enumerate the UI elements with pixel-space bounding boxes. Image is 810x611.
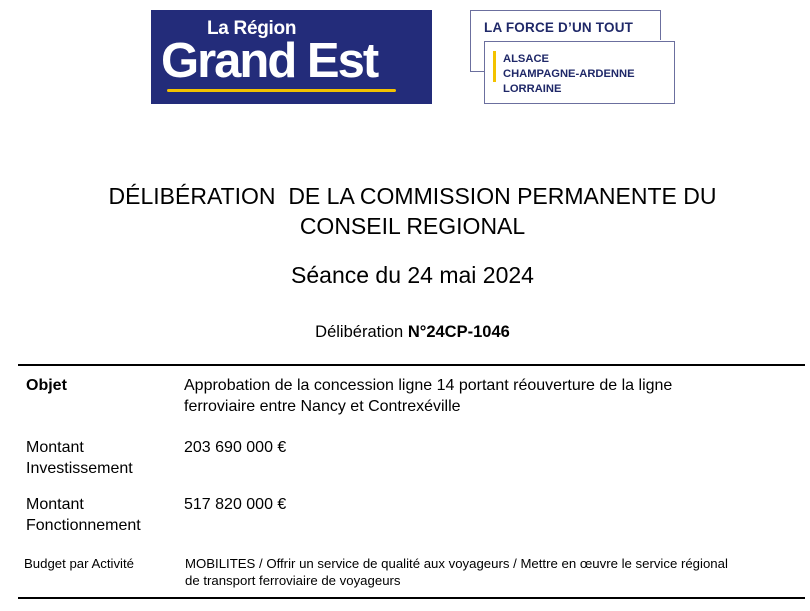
- logo-underline: [167, 89, 396, 92]
- row-value-montant-fonctionnement: 517 820 000 €: [184, 496, 287, 513]
- deliberation-prefix: Délibération: [315, 323, 408, 341]
- logo-force-region-lorraine: LORRAINE: [503, 83, 562, 95]
- row-label-montant-fonctionnement-line1: Montant: [26, 496, 84, 513]
- row-value-budget-par-activite: [185, 555, 805, 589]
- logo-force-regions: [503, 52, 635, 97]
- row-label-objet: Objet: [26, 377, 67, 394]
- deliberation-number: N°24CP-1046: [407, 323, 510, 341]
- region-grand-est-logo: [151, 10, 432, 104]
- table-top-rule: [18, 364, 805, 366]
- row-label-montant-investissement-line1: Montant: [26, 439, 84, 456]
- row-label-budget-par-activite: Budget par Activité: [24, 556, 134, 571]
- session-date: Séance du 24 mai 2024: [291, 262, 534, 288]
- logo-force-region-alsace: ALSACE: [503, 53, 549, 65]
- row-value-budget-line1: MOBILITES / Offrir un service de qualité aux voyageurs / Mettre en œuvre le service régional: [185, 556, 728, 571]
- logo-force-accent-bar: [493, 51, 496, 82]
- logo-force-title: LA FORCE D’UN TOUT: [484, 20, 634, 35]
- row-label-montant-investissement: [26, 437, 176, 479]
- force-dun-tout-logo: [470, 10, 676, 106]
- logo-region-line2: Grand Est: [161, 34, 378, 88]
- row-label-montant-investissement-line2: Investissement: [26, 460, 133, 477]
- row-value-objet-line2: ferroviaire entre Nancy et Contrexéville: [184, 398, 461, 415]
- row-value-budget-line2: de transport ferroviaire de voyageurs: [185, 573, 401, 588]
- row-label-montant-fonctionnement: [26, 494, 176, 536]
- row-label-montant-fonctionnement-line2: Fonctionnement: [26, 517, 141, 534]
- logo-force-region-champagne-ardenne: CHAMPAGNE-ARDENNE: [503, 68, 635, 80]
- table-bottom-rule: [18, 597, 805, 599]
- row-value-objet-line1: Approbation de la concession ligne 14 portant réouverture de la ligne: [184, 377, 673, 394]
- document-title: [0, 181, 810, 241]
- document-title-line1: DÉLIBÉRATION DE LA COMMISSION PERMANENTE DU: [108, 183, 717, 209]
- logo-force-frame-bottom: [484, 41, 675, 104]
- deliberation-reference: [0, 323, 810, 342]
- row-value-objet: [184, 375, 804, 417]
- logo-region-line1: La Région: [207, 18, 297, 39]
- logo-force-connector: [470, 40, 484, 72]
- document-title-line2: CONSEIL REGIONAL: [299, 213, 526, 239]
- row-value-montant-investissement: 203 690 000 €: [184, 439, 287, 456]
